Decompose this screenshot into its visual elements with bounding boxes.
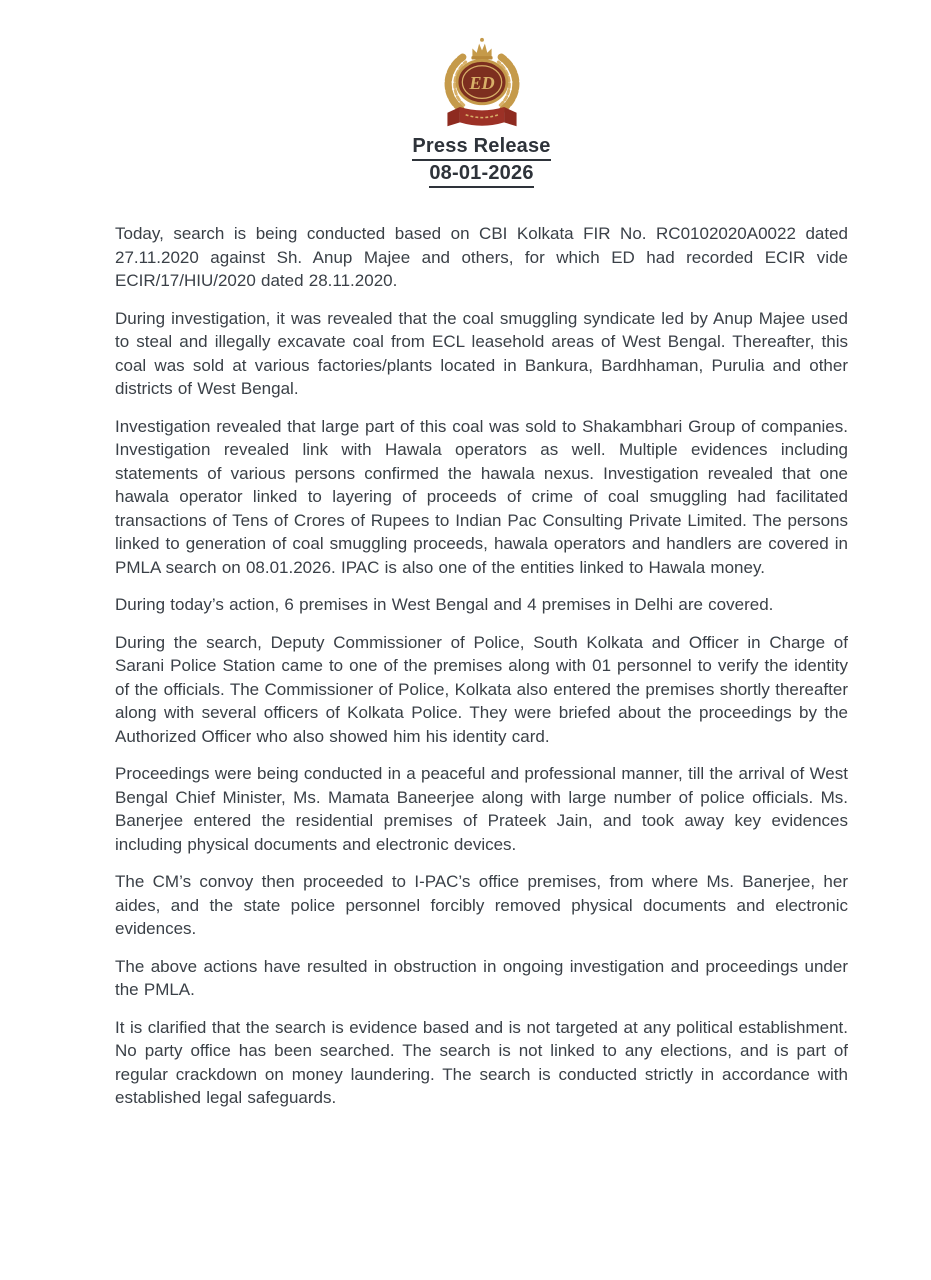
paragraph-ipac-office: The CM’s convoy then proceeded to I-PAC’s office premises, from where Ms. Banerjee, her aides, and the state police personnel forcibly removed physical documents and electronic evidences. <box>115 872 848 938</box>
paragraph-hawala-nexus: Investigation revealed that large part of this coal was sold to Shakambhari Group of companies. Investigation revealed link with Hawala operators as well. Multiple evidences including statements of various persons confirmed the hawala nexus. Investigation revealed that one hawala operator linked to layering of proceeds of crime of coal smuggling had facilitated transactions of Tens of Crores of Rupees to Indian Pac Consulting Private Limited. The persons linked to generation of coal smuggling proceeds, hawala operators and handlers are covered in PMLA search on 08.01.2026. IPAC is also one of the entities linked to Hawala money. <box>115 416 848 577</box>
paragraph-police-visit: During the search, Deputy Commissioner of Police, South Kolkata and Officer in Charge of Sarani Police Station came to one of the premises along with 01 personnel to verify the identity of the officials. The Commissioner of Police, Kolkata also entered the premises shortly thereafter along with several officers of Kolkata Police. They were briefed about the proceedings by the Authorized Officer who also showed him his identity card. <box>115 632 848 746</box>
paragraph-coal-syndicate: During investigation, it was revealed that the coal smuggling syndicate led by Anup Majee used to steal and illegally excavate coal from ECL leasehold areas of West Bengal. Thereafter, this coal was sold at various factories/plants located in Bankura, Bardhhaman, Purulia and other districts of West Bengal. <box>115 308 848 398</box>
paragraph-clarification: It is clarified that the search is evidence based and is not targeted at any political establishment. No party office has been searched. The search is not linked to any elections, and is part of regular crackdown on money laundering. The search is conducted strictly in accordance with established legal safeguards. <box>115 1017 848 1107</box>
document-title: Press Release <box>115 134 848 161</box>
crown-icon <box>471 38 492 60</box>
ribbon-banner-icon <box>447 107 516 126</box>
ed-emblem-logo <box>423 36 541 132</box>
ed-monogram: ED <box>468 72 495 93</box>
paragraph-obstruction: The above actions have resulted in obstruction in ongoing investigation and proceedings under the PMLA. <box>115 956 848 999</box>
document-body <box>115 222 848 1110</box>
document-date: 08-01-2026 <box>115 161 848 188</box>
paragraph-premises-covered: During today’s action, 6 premises in West Bengal and 4 premises in Delhi are covered. <box>115 595 774 614</box>
paragraph-fir-details: Today, search is being conducted based on CBI Kolkata FIR No. RC0102020A0022 dated 27.11.2020 against Sh. Anup Majee and others, for which ED had recorded ECIR vide ECIR/17/HIU/2020 dated 28.11.2020. <box>115 224 848 290</box>
paragraph-cm-arrival: Proceedings were being conducted in a peaceful and professional manner, till the arrival of West Bengal Chief Minister, Ms. Mamata Baneerjee along with large number of police officials. Ms. Banerjee entered the residential premises of Prateek Jain, and took away key evidences including physical documents and electronic devices. <box>115 764 848 854</box>
seal-oval <box>457 60 507 103</box>
document-header <box>115 36 848 188</box>
